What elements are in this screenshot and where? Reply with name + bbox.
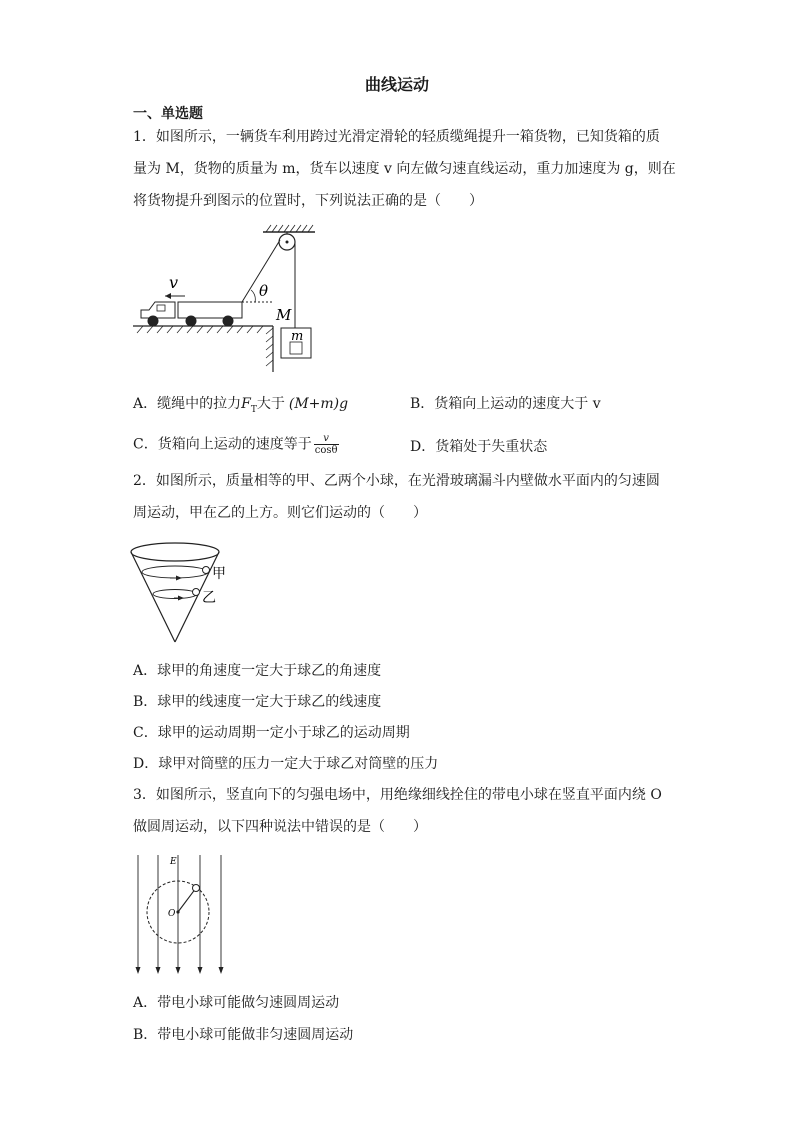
q1-stem-line-2: 量为 M，货物的质量为 m，货车以速度 v 向左做匀速直线运动，重力加速度为 g，则在 xyxy=(133,161,676,177)
fraction-denominator: cosθ xyxy=(314,445,338,456)
page-title: 曲线运动 xyxy=(364,75,429,94)
section-heading: 一、单选题 xyxy=(133,106,203,122)
q1-stem-line-1: 1．如图所示，一辆货车利用跨过光滑定滑轮的轻质缆绳提升一箱货物，已知货箱的质 xyxy=(133,129,660,145)
q1-option-a-mid: 大于 xyxy=(256,396,285,412)
ball-yi-label: 乙 xyxy=(202,590,216,606)
q3-stem-line-2: 做圆周运动，以下四种说法中错误的是（ ） xyxy=(133,819,427,835)
q1-option-c-text: C．货箱向上运动的速度等于 xyxy=(133,436,312,453)
q3-stem-line-1: 3．如图所示，竖直向下的匀强电场中，用绝缘细线拴住的带电小球在竖直平面内绕 O xyxy=(133,787,662,803)
q3-electric-field-figure xyxy=(132,852,227,977)
q2-stem-line-2: 周运动，甲在乙的上方。则它们运动的（ ） xyxy=(133,505,427,521)
center-label: O xyxy=(168,909,176,919)
theta-label: θ xyxy=(259,282,269,300)
tension-subscript: T xyxy=(250,404,257,415)
q2-funnel-figure xyxy=(130,540,240,645)
q1-option-a[interactable] xyxy=(133,393,348,415)
cargo-mass-label: m xyxy=(291,329,304,344)
q1-option-a-text: A．缆绳中的拉力 xyxy=(133,396,242,412)
q1-stem-line-3: 将货物提升到图示的位置时，下列说法正确的是（ ） xyxy=(133,193,483,209)
q1-option-c[interactable] xyxy=(133,433,339,456)
q2-option-b[interactable]: B．球甲的线速度一定大于球乙的线速度 xyxy=(133,694,382,710)
q1-option-d[interactable]: D．货箱处于失重状态 xyxy=(410,439,548,455)
q2-stem-line-1: 2．如图所示，质量相等的甲、乙两个小球，在光滑玻璃漏斗内壁做水平面内的匀速圆 xyxy=(133,473,660,489)
tension-symbol: F xyxy=(241,396,251,412)
ball-jia-label: 甲 xyxy=(212,566,226,582)
field-label: E xyxy=(170,857,177,867)
q2-option-d[interactable]: D．球甲对筒壁的压力一定大于球乙对筒壁的压力 xyxy=(133,756,439,772)
fraction-numerator: v xyxy=(314,433,339,445)
q3-option-a[interactable]: A．带电小球可能做匀速圆周运动 xyxy=(133,995,340,1011)
box-mass-label: M xyxy=(276,306,292,324)
velocity-fraction xyxy=(314,433,339,456)
q1-option-b[interactable]: B．货箱向上运动的速度大于 v xyxy=(410,396,601,412)
q2-option-a[interactable]: A．球甲的角速度一定大于球乙的角速度 xyxy=(133,663,382,679)
q2-option-c[interactable]: C．球甲的运动周期一定小于球乙的运动周期 xyxy=(133,725,410,741)
q1-truck-pulley-figure xyxy=(133,222,323,377)
q1-option-a-expr: (M+m)g xyxy=(288,396,349,412)
velocity-label: v xyxy=(169,273,179,292)
q3-option-b[interactable]: B．带电小球可能做非匀速圆周运动 xyxy=(133,1027,354,1043)
